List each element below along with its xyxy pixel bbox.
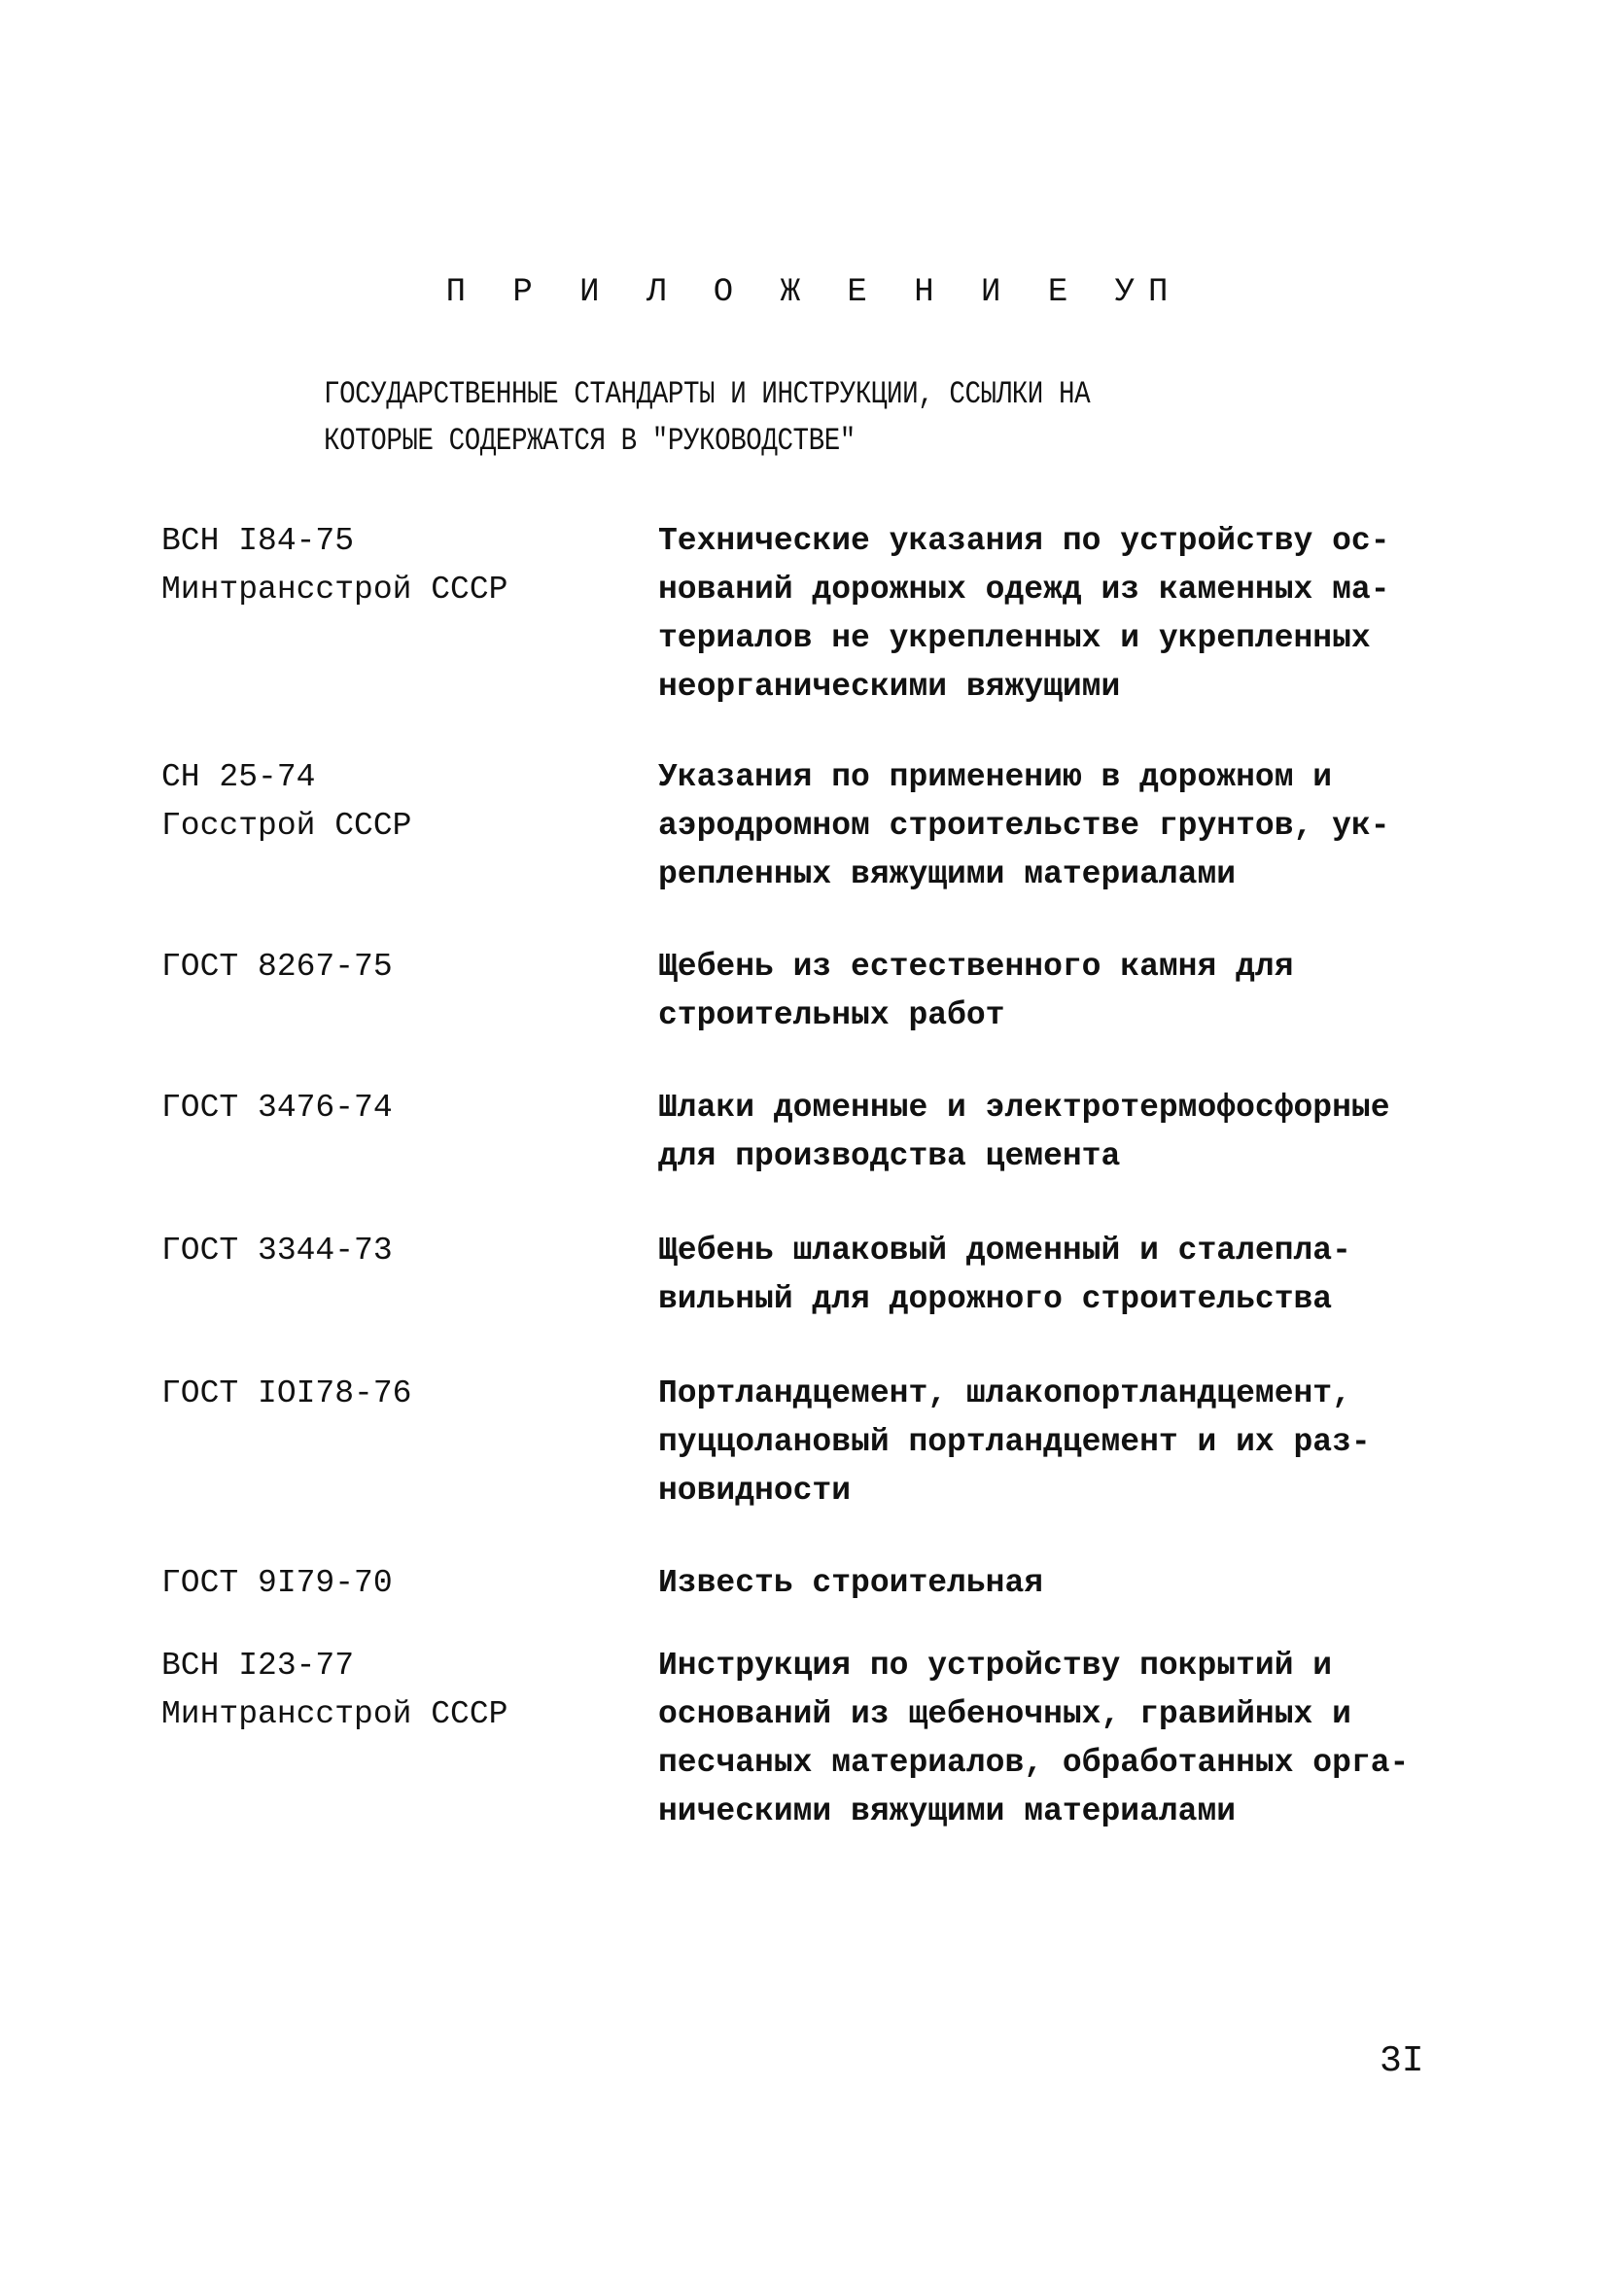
code-line: ГОСТ 3476-74 <box>161 1090 393 1126</box>
standard-description <box>658 1642 1409 1836</box>
description-line: ническими вяжущими материалами <box>658 1793 1237 1829</box>
heading-line-2: КОТОРЫЕ СОДЕРЖАТСЯ В "РУКОВОДСТВЕ" <box>324 423 856 459</box>
description-line: новидности <box>658 1473 852 1509</box>
description-line: для производства цемента <box>658 1138 1121 1174</box>
standard-code <box>161 1559 393 1608</box>
standard-description <box>658 1370 1371 1515</box>
description-line: Указания по применению в дорожном и <box>658 759 1333 795</box>
description-line: нований дорожных одежд из каменных ма- <box>658 572 1390 608</box>
code-line: ГОСТ IOI78-76 <box>161 1375 412 1411</box>
page-number: 3I <box>1380 2040 1424 2082</box>
code-line: Минтрансстрой СССР <box>161 572 508 608</box>
description-line: Известь строительная <box>658 1565 1044 1601</box>
heading-line-1: ГОСУДАРСТВЕННЫЕ СТАНДАРТЫ И ИНСТРУКЦИИ, ССЫЛКИ НА <box>324 376 1091 412</box>
standard-code <box>161 1084 393 1132</box>
description-line: Шлаки доменные и электротермофосфорные <box>658 1090 1390 1126</box>
description-line: Инструкция по устройству покрытий и <box>658 1648 1333 1684</box>
code-line: Минтрансстрой СССР <box>161 1696 508 1732</box>
code-line: СН 25-74 <box>161 759 316 795</box>
description-line: Портландцемент, шлакопортландцемент, <box>658 1375 1351 1411</box>
description-line: Щебень шлаковый доменный и сталепла- <box>658 1233 1351 1269</box>
standard-description <box>658 943 1294 1040</box>
standard-code <box>161 1227 393 1275</box>
standard-code <box>161 1370 411 1418</box>
description-line: вильный для дорожного строительства <box>658 1281 1333 1317</box>
description-line: Щебень из естественного камня для <box>658 949 1294 985</box>
standard-code <box>161 943 393 991</box>
standard-description <box>658 1084 1390 1181</box>
standard-code <box>161 517 507 614</box>
standard-code <box>161 1642 507 1739</box>
description-line: аэродромном строительстве грунтов, ук- <box>658 808 1390 844</box>
description-line: оснований из щебеночных, гравийных и <box>658 1696 1351 1732</box>
description-line: Технические указания по устройству ос- <box>658 523 1390 559</box>
description-line: териалов не укрепленных и укрепленных <box>658 620 1371 656</box>
description-line: пуццолановый портландцемент и их раз- <box>658 1424 1371 1460</box>
heading <box>324 371 1090 465</box>
standard-description <box>658 1227 1351 1324</box>
standard-code <box>161 753 411 851</box>
standard-description <box>658 753 1390 899</box>
description-line: неорганическими вяжущими <box>658 669 1121 705</box>
code-line: ГОСТ 8267-75 <box>161 949 393 985</box>
standard-description <box>658 1559 1043 1608</box>
description-line: песчаных материалов, обработанных орга- <box>658 1745 1410 1781</box>
description-line: строительных работ <box>658 997 1005 1033</box>
code-line: ВСН I84-75 <box>161 523 355 559</box>
code-line: Госстрой СССР <box>161 808 412 844</box>
description-line: репленных вяжущими материалами <box>658 856 1237 892</box>
code-line: ГОСТ 9I79-70 <box>161 1565 393 1601</box>
standard-description <box>658 517 1390 712</box>
code-line: ГОСТ 3344-73 <box>161 1233 393 1269</box>
appendix-title: П Р И Л О Ж Е Н И Е УП <box>445 274 1182 311</box>
code-line: ВСН I23-77 <box>161 1648 355 1684</box>
